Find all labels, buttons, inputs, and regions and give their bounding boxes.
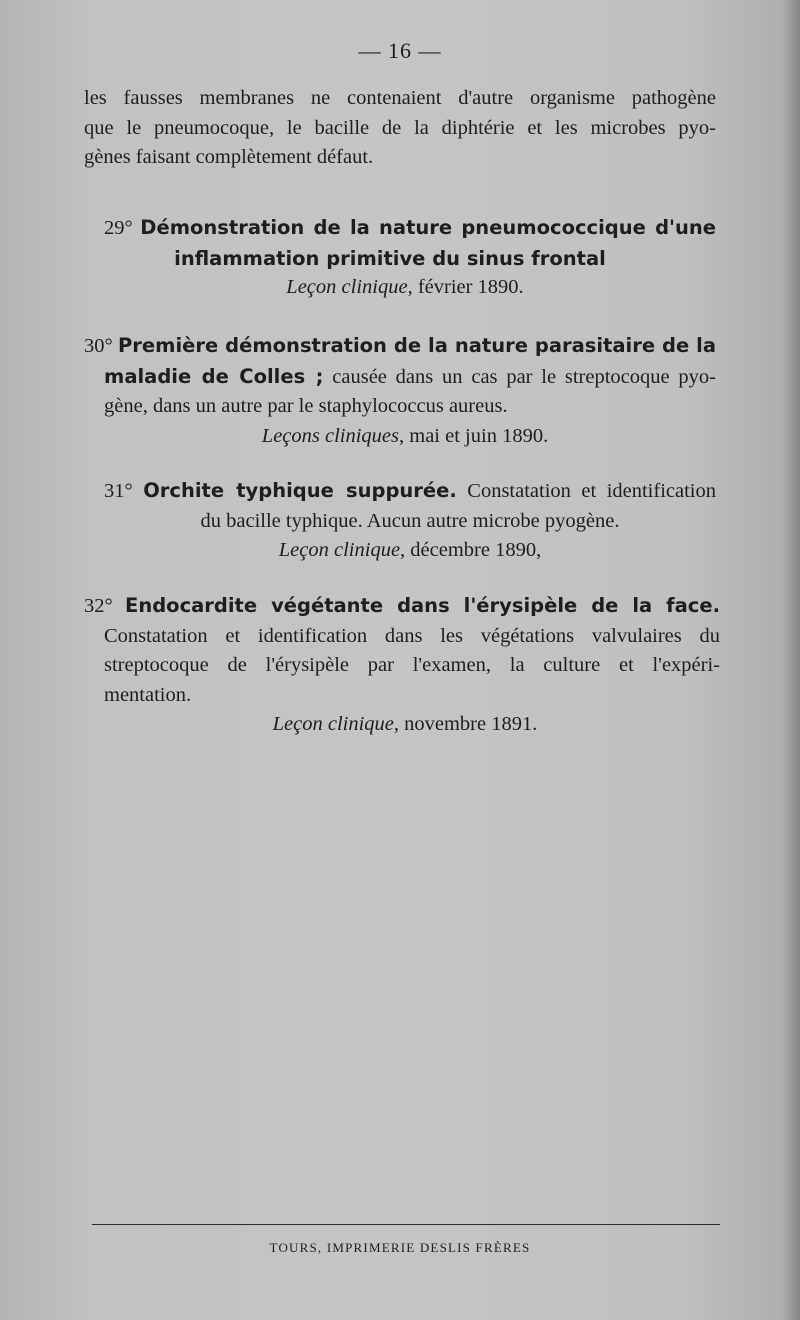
- page-number: — 16 —: [358, 38, 442, 63]
- entry-30-line-2: [84, 362, 716, 393]
- entry-31-title: Orchite typhique suppurée.: [143, 479, 457, 502]
- entry-30-reference: [84, 422, 716, 452]
- entry-30-title-1: Première démonstration de la nature parasitaire de la: [118, 334, 717, 357]
- entry-29-title-1: Démonstration de la nature pneumococcique d'une: [140, 216, 716, 239]
- entry-32-line-1: [84, 591, 720, 622]
- intro-paragraph: [84, 84, 716, 173]
- page-edge-shadow: [782, 0, 800, 1320]
- entry-30-line-3: gène, dans un autre par le staphylococcus aureus.: [104, 395, 508, 417]
- entry-31-line-1: [104, 476, 716, 507]
- entry-30-number: 30°: [84, 335, 113, 357]
- intro-line-1: les fausses membranes ne contenaient d'autre organisme pathogène: [84, 87, 716, 109]
- entry-31-ref-title: Leçon clinique: [278, 539, 401, 561]
- entry-32-line-3: streptocoque de l'érysipèle par l'examen, la culture et l'expéri-: [104, 654, 720, 676]
- entry-31-number: 31°: [104, 480, 133, 502]
- entry-29: [84, 213, 716, 303]
- entry-32-ref-title: Leçon clinique: [272, 713, 394, 735]
- entry-31: [104, 476, 716, 566]
- entry-32-reference: [84, 710, 720, 740]
- entry-32: [84, 591, 720, 740]
- entry-31-ref-date: , décembre 1890,: [400, 539, 542, 561]
- entry-30-ref-title: Leçons cliniques: [261, 424, 400, 447]
- entry-30-line-1: [84, 331, 716, 362]
- entry-32-line-2: Constatation et identification dans les végétations valvulaires du: [104, 624, 720, 647]
- entry-30: [84, 331, 716, 451]
- intro-line-2: que le pneumocoque, le bacille de la diphtérie et les microbes pyo-: [84, 116, 716, 139]
- entry-29-ref-title: Leçon clinique: [286, 276, 408, 298]
- entry-32-number: 32°: [84, 595, 113, 617]
- entry-30-line-2-rest: causée dans un cas par le streptocoque pyo-: [323, 365, 716, 388]
- entry-29-number: 29°: [104, 217, 133, 239]
- entry-31-reference: [104, 536, 716, 566]
- entry-32-ref-date: , novembre 1891.: [393, 713, 538, 735]
- entry-29-title-2: inflammation primitive du sinus frontal: [174, 246, 606, 270]
- entry-31-line-2: du bacille typhique. Aucun autre microbe pyogène.: [200, 509, 620, 532]
- printer-imprint: TOURS, IMPRIMERIE DESLIS FRÈRES: [269, 1240, 531, 1255]
- footer-rule: [92, 1224, 720, 1225]
- entry-29-line-1: [84, 213, 716, 244]
- entry-30-title-2: maladie de Colles ;: [104, 364, 324, 388]
- intro-line-3: gènes faisant complètement défaut.: [84, 146, 374, 168]
- entry-31-line-1-rest: Constatation et identification: [456, 480, 716, 502]
- entry-32-title: Endocardite végétante dans l'érysipèle de la face.: [125, 594, 721, 617]
- entry-32-line-4: mentation.: [104, 683, 192, 706]
- entry-29-reference: [84, 273, 716, 303]
- entry-30-ref-date: , mai et juin 1890.: [399, 424, 549, 447]
- entry-29-ref-date: , février 1890.: [407, 276, 524, 298]
